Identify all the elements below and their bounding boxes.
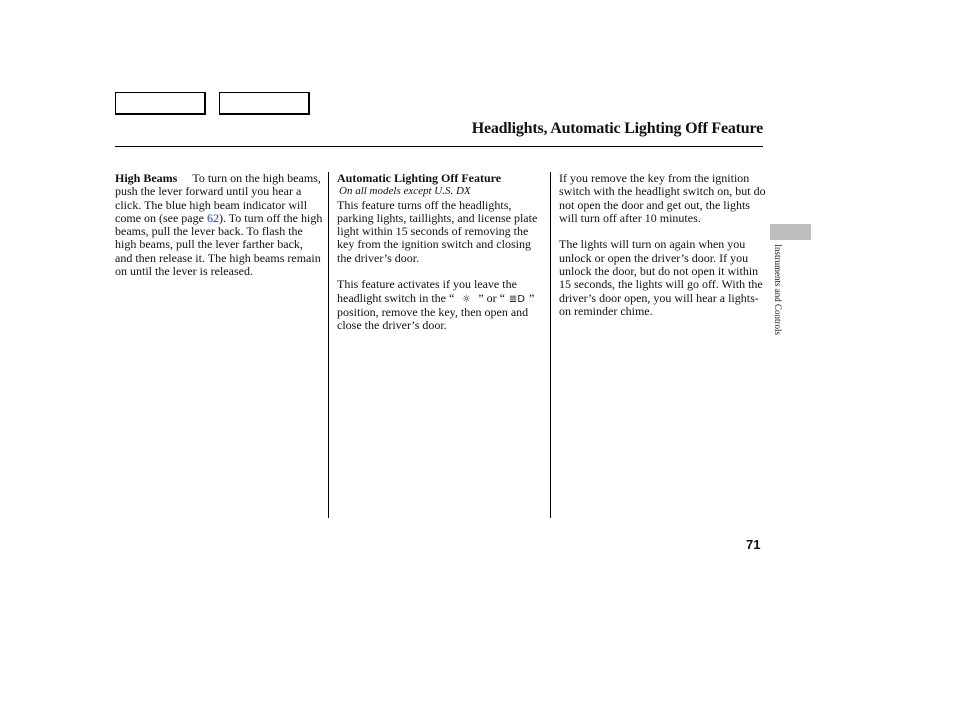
auto-off-subhead: On all models except U.S. DX xyxy=(339,185,471,198)
high-beams-heading: High Beams xyxy=(115,171,178,185)
headlight-icon: ≣D xyxy=(508,293,526,305)
column-divider xyxy=(328,172,329,518)
high-beams-text: To turn on the high beams, push the lever forward until you hear a click. The blue high beam indicator will come on (see page xyxy=(115,171,321,225)
parking-light-icon: ☼ xyxy=(461,293,471,305)
lights-off-paragraph-1: If you remove the key from the ignition switch with the headlight switch on, but do not open the door and get out, the lights will turn off after 10 minutes. xyxy=(559,171,766,225)
page-number: 71 xyxy=(746,537,761,552)
high-beams-paragraph xyxy=(115,172,323,278)
index-button[interactable] xyxy=(219,92,310,115)
page-title: Headlights, Automatic Lighting Off Feature xyxy=(471,120,763,137)
auto-off-heading: Automatic Lighting Off Feature xyxy=(337,171,502,185)
auto-off-text-b: ” or “ xyxy=(478,290,505,305)
auto-off-paragraph-1: This feature turns off the headlights, parking lights, taillights, and license plate light within 15 seconds of removing the key from the ignition switch and closing the driver’s door. xyxy=(337,197,538,265)
high-beams-text-cont: ). To turn off the high beams, pull the lever back. To flash the high beams, pull the lever farther back, and then release it. The high beams remain on until the lever is released. xyxy=(115,210,323,279)
lights-off-section xyxy=(559,172,767,318)
title-rule xyxy=(115,146,763,147)
page-62-link[interactable]: 62 xyxy=(206,210,219,225)
auto-off-paragraph-2 xyxy=(337,278,547,332)
high-beams-section xyxy=(115,172,323,278)
main-menu-button[interactable] xyxy=(115,92,206,115)
auto-off-text-a: This feature activates if you leave the headlight switch in the “ xyxy=(337,277,517,305)
section-tab-label: Instruments and Controls xyxy=(773,244,783,335)
auto-off-text-c: ” position, remove the key, then open and close the driver’s door. xyxy=(337,290,535,333)
column-divider xyxy=(550,172,551,518)
lights-off-paragraph-2: The lights will turn on again when you unlock or open the driver’s door. If you unlock the door, but do not open it within 15 seconds, the lights will go off. With the driver’s door open, you will hear a lights-on reminder chime. xyxy=(559,237,763,318)
auto-off-section xyxy=(337,172,547,333)
section-tab[interactable] xyxy=(770,224,811,240)
